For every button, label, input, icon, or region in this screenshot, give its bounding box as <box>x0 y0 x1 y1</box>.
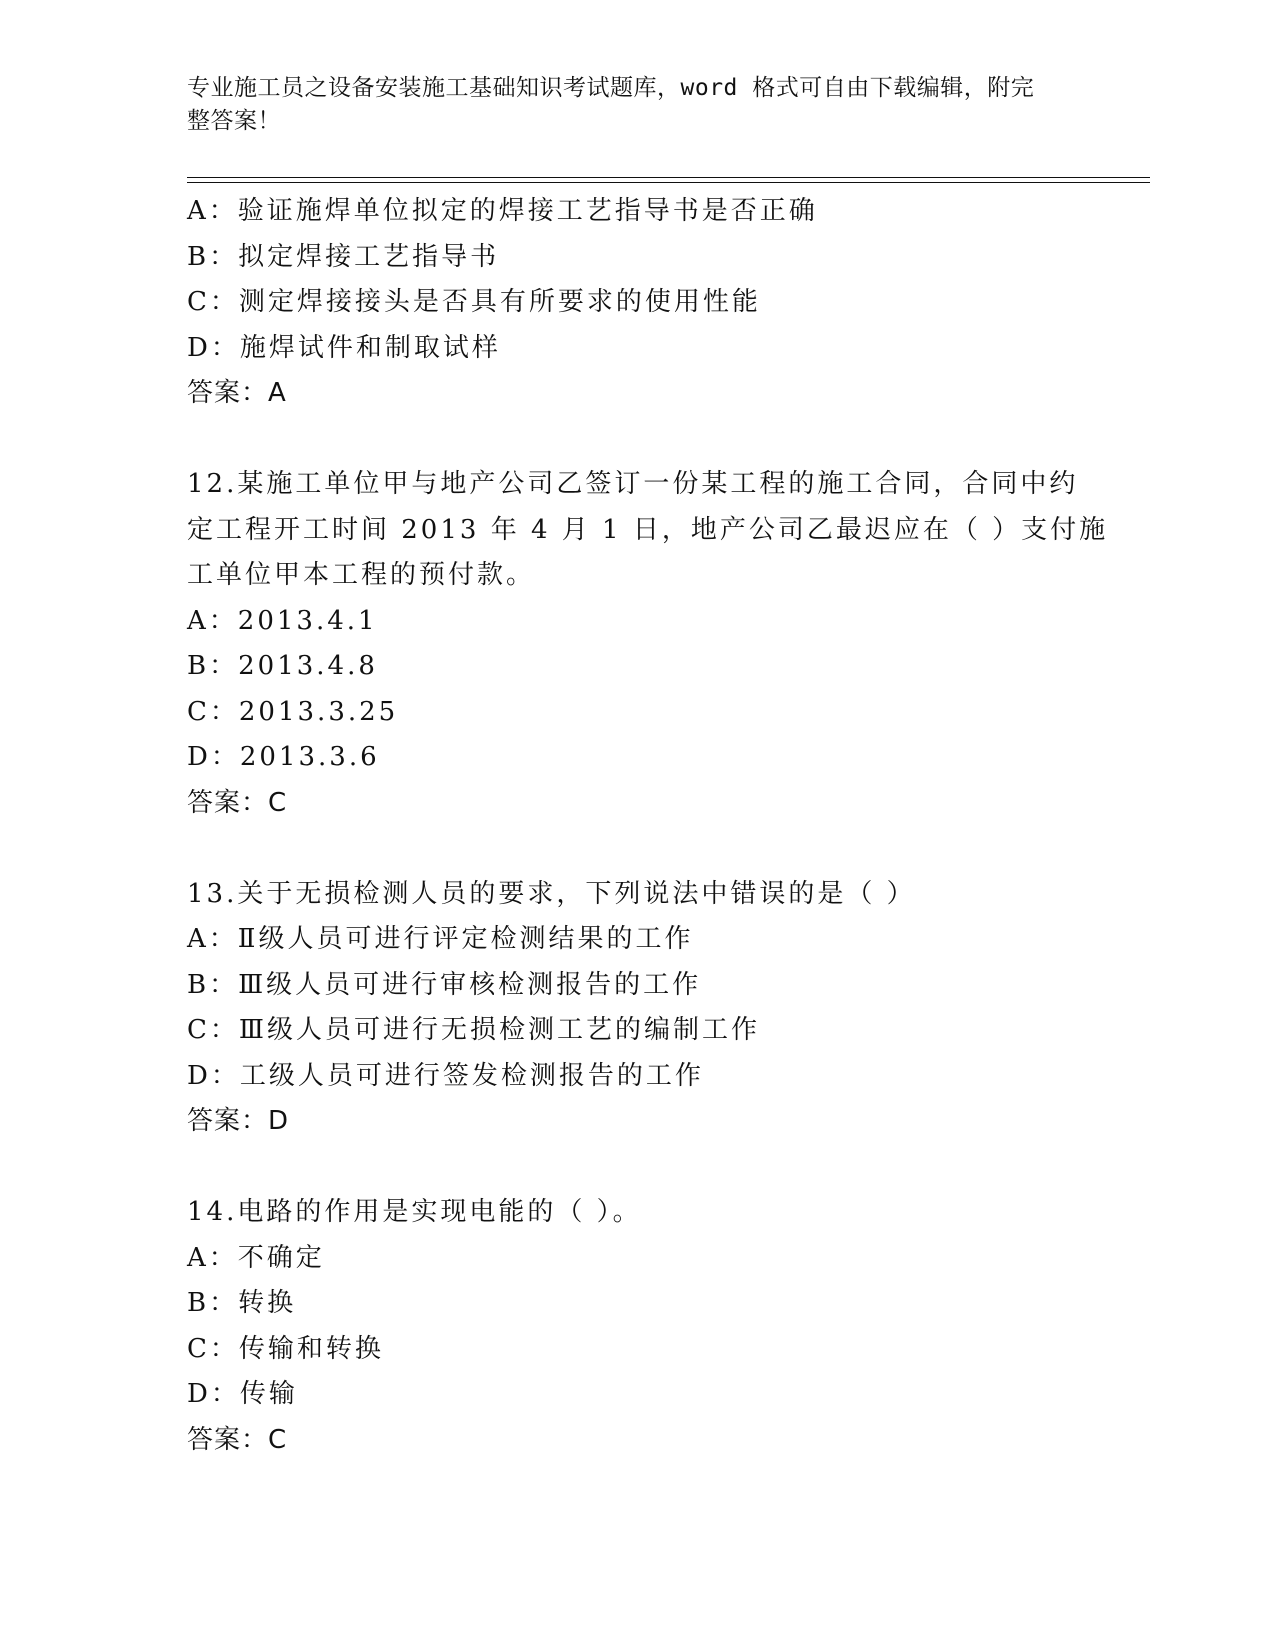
option-b: B：2013.4.8 <box>187 651 378 681</box>
option-b: B：Ⅲ级人员可进行审核检测报告的工作 <box>187 969 702 1000</box>
option-d: D：施焊试件和制取试样 <box>187 332 501 363</box>
header-divider-bottom <box>187 182 1150 183</box>
answer: 答案：A <box>187 378 287 408</box>
question-11-tail <box>187 189 1087 417</box>
option-b: B：转换 <box>187 1288 297 1318</box>
document-header <box>187 72 1087 138</box>
header-line-1: 专业施工员之设备安装施工基础知识考试题库，word 格式可自由下载编辑，附完 <box>187 75 1035 101</box>
answer: 答案：D <box>187 1106 290 1136</box>
question-list <box>187 189 1109 1463</box>
header-divider-top <box>187 177 1150 178</box>
question-13 <box>187 872 1087 1145</box>
option-a: A：Ⅱ级人员可进行评定检测结果的工作 <box>187 924 694 954</box>
option-c: C：传输和转换 <box>187 1333 384 1364</box>
option-c: C：Ⅲ级人员可进行无损检测工艺的编制工作 <box>187 1015 760 1045</box>
option-a: A：验证施焊单位拟定的焊接工艺指导书是否正确 <box>187 196 818 226</box>
question-12 <box>187 462 1109 826</box>
question-text-line: 工单位甲本工程的预付款。 <box>187 560 536 590</box>
question-text-line: 定工程开工时间 2013 年 4 月 1 日，地产公司乙最迟应在（ ）支付施 <box>187 514 1109 545</box>
answer: 答案：C <box>187 787 288 818</box>
option-c: C：2013.3.25 <box>187 696 399 727</box>
question-14 <box>187 1190 1087 1463</box>
option-b: B：拟定焊接工艺指导书 <box>187 241 500 272</box>
question-text-line: 12.某施工单位甲与地产公司乙签订一份某工程的施工合同，合同中约 <box>187 469 1079 499</box>
spacer <box>187 1145 1087 1191</box>
answer: 答案：C <box>187 1424 288 1455</box>
question-text-line: 14.电路的作用是实现电能的（ ）。 <box>187 1197 642 1227</box>
option-a: A：不确定 <box>187 1242 325 1273</box>
option-a: A：2013.4.1 <box>187 605 378 636</box>
option-c: C：测定焊接接头是否具有所要求的使用性能 <box>187 287 761 317</box>
header-line-2: 整答案！ <box>187 108 281 134</box>
option-d: D：工级人员可进行签发检测报告的工作 <box>187 1060 704 1091</box>
spacer <box>187 826 1087 872</box>
question-text-line: 13.关于无损检测人员的要求，下列说法中错误的是（ ） <box>187 878 916 909</box>
option-d: D：传输 <box>187 1379 298 1409</box>
spacer <box>187 417 1087 463</box>
option-d: D：2013.3.6 <box>187 742 380 772</box>
